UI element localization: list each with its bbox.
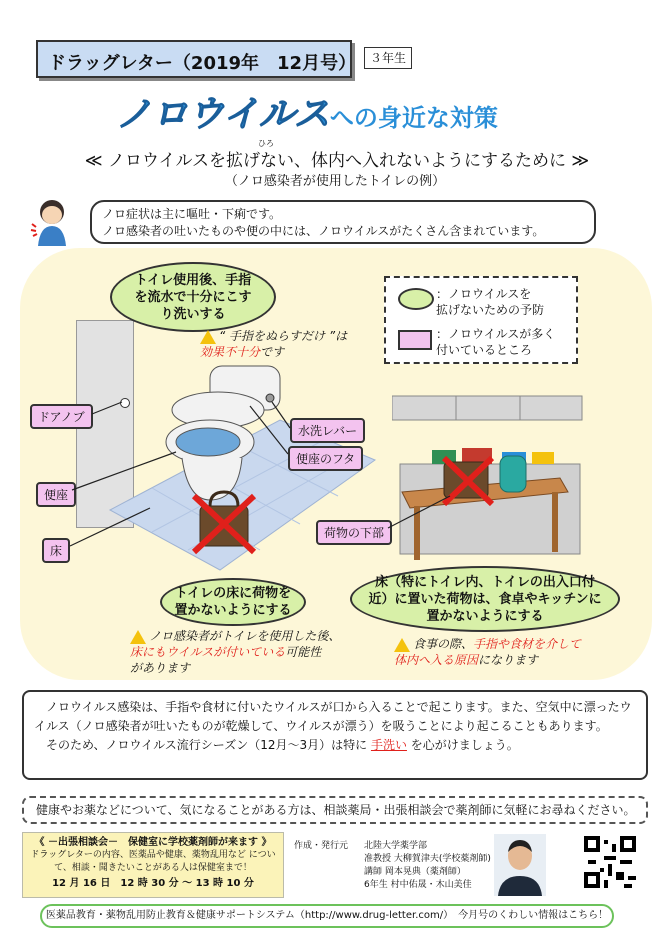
consult-note-text: 健康やお薬などについて、気になることがある方は、相談薬局・出張相談会で薬剤師に気軽にお尋ねください。 bbox=[36, 803, 636, 817]
legend-green-line-2: 拡げないための予防 bbox=[436, 303, 545, 317]
legend-pink-line-2: 付いているところ bbox=[436, 343, 533, 357]
publisher-label: 作成・発行元 bbox=[294, 841, 349, 851]
label-flush-lever: 水洗レバー bbox=[290, 418, 365, 443]
legend-pink-label bbox=[436, 326, 555, 358]
label-floor: 床 bbox=[42, 538, 70, 563]
main-title-virus: ノロウイルス bbox=[116, 94, 330, 135]
consult-event-date: 12 月 16 日 12 時 30 分 ～ 13 時 10 分 bbox=[52, 878, 254, 889]
warning-meal-a: 食事の際、 bbox=[413, 637, 474, 651]
warning-meal-d: になります bbox=[478, 653, 539, 667]
publisher-lines bbox=[364, 840, 491, 892]
intro-box bbox=[90, 200, 596, 244]
warning-floor bbox=[130, 628, 370, 676]
bottom-banner[interactable] bbox=[40, 904, 614, 928]
toilet-illustration bbox=[158, 360, 288, 510]
label-seat: 便座 bbox=[36, 482, 76, 507]
legend-box bbox=[384, 276, 578, 364]
legend-green-line-1: ：ノロウイルスを bbox=[436, 287, 532, 301]
warning-handwash-c: です bbox=[260, 345, 285, 359]
warning-icon bbox=[200, 330, 216, 344]
qr-code[interactable] bbox=[584, 836, 636, 888]
publisher-staff-1: 准教授 大柳賀津夫(学校薬剤師) bbox=[364, 854, 491, 864]
newsletter-title: ドラッグレター（2019年 12月号） bbox=[48, 53, 357, 74]
label-bag-bottom: 荷物の下部 bbox=[316, 520, 392, 545]
bubble-handwash bbox=[110, 262, 276, 332]
legend-green-swatch bbox=[398, 288, 434, 310]
warning-floor-a: ノロ感染者がトイレを使用した後、 bbox=[149, 629, 341, 643]
warning-icon bbox=[130, 630, 146, 644]
main-title-rest: への身近な対策 bbox=[329, 104, 498, 132]
body-p2-c: を心がけましょう。 bbox=[410, 738, 519, 752]
warning-floor-d: があります bbox=[130, 661, 191, 675]
consult-note-box bbox=[22, 796, 648, 824]
warning-handwash bbox=[200, 328, 378, 360]
intro-line-2: ノロ感染者の吐いたものや便の中には、ノロウイルスがたくさん含まれています。 bbox=[102, 224, 545, 238]
warning-meal bbox=[394, 636, 630, 668]
newsletter-title-box bbox=[36, 40, 357, 78]
publisher-name: 北陸大学薬学部 bbox=[364, 841, 428, 851]
main-title bbox=[116, 86, 586, 136]
subtitle bbox=[22, 139, 652, 171]
body-p2-handwash: 手洗い bbox=[370, 738, 407, 752]
pharmacist-photo bbox=[494, 834, 546, 896]
warning-handwash-b: 効果不十分 bbox=[200, 345, 261, 359]
consult-event-box bbox=[22, 832, 284, 898]
bubble-no-floor-bag-on-table bbox=[350, 566, 620, 632]
bubble-no-bag-on-toilet-floor bbox=[160, 578, 306, 626]
subtitle-ruby: ひろ bbox=[258, 139, 274, 148]
body-paragraph-1: ノロウイルス感染は、手指や食材に付いたウイルスが口から入ることで起こります。また、空気中に漂ったウイルス（ノロ感染者が吐いたものが乾燥して、ウイルスが漂う）を吸うことにより起こることもあります。 bbox=[34, 700, 632, 733]
body-paragraph-2 bbox=[34, 736, 636, 755]
warning-meal-c: 体内へ入る原因 bbox=[394, 653, 479, 667]
kitchen-illustration bbox=[392, 392, 588, 562]
subtitle-note: （ノロ感染者が使用したトイレの例） bbox=[224, 174, 446, 189]
subtitle-text: ≪ ノロウイルスを拡げない、体内へ入れないようにするために ≫ bbox=[84, 151, 590, 171]
intro-line-1: ノロ症状は主に嘔吐・下痢です。 bbox=[102, 207, 282, 221]
bag-on-floor-crossed-illustration bbox=[190, 490, 258, 556]
warning-meal-b: 手指や食材を介して bbox=[473, 637, 582, 651]
sick-person-illustration bbox=[30, 196, 74, 246]
label-lid: 便座のフタ bbox=[288, 446, 363, 471]
bubble-handwash-text: トイレ使用後、手指を流水で十分にこすり洗いする bbox=[134, 273, 252, 322]
legend-pink-line-1: ：ノロウイルスが多く bbox=[436, 327, 556, 341]
legend-green-label bbox=[436, 286, 544, 318]
label-door-knob: ドアノブ bbox=[30, 404, 93, 429]
grade-badge bbox=[364, 47, 412, 69]
publisher-staff-3: 6年生 村中佑晟・木山美佳 bbox=[364, 880, 472, 890]
warning-icon bbox=[394, 638, 410, 652]
body-text-box bbox=[22, 690, 648, 780]
body-p2-a: そのため、ノロウイルス流行シーズン（12月～3月）は特に bbox=[46, 738, 368, 752]
legend-pink-swatch bbox=[398, 330, 432, 350]
publisher-staff-2: 講師 岡本晃典（薬剤師） bbox=[364, 867, 466, 877]
bubble-table-text: 床（特にトイレ内、トイレの出入口付近）に置いた荷物は、食卓やキッチンに置かないようにする bbox=[368, 575, 602, 624]
consult-event-title: 《 －出張相談会－ 保健室に学校薬剤師が来ます 》 bbox=[34, 837, 272, 848]
bubble-no-bag-text: トイレの床に荷物を置かないようにする bbox=[174, 586, 292, 618]
warning-floor-b: 床にもウイルスが付いている bbox=[130, 645, 286, 659]
bottom-banner-text: 医薬品教育・薬物乱用防止教育＆健康サポートシステム（http://www.drug-letter.com/） 今月号のくわしい情報はこちら！ bbox=[45, 910, 609, 921]
consult-event-text: ドラッグレターの内容、医薬品や健康、薬物乱用など について、相談・聞きたいことがある人は保健室まで！ bbox=[30, 850, 276, 873]
warning-handwash-a: “ 手指をぬらすだけ ”は bbox=[219, 329, 348, 343]
warning-floor-c: 可能性 bbox=[285, 645, 322, 659]
grade-text: ３年生 bbox=[369, 51, 406, 65]
